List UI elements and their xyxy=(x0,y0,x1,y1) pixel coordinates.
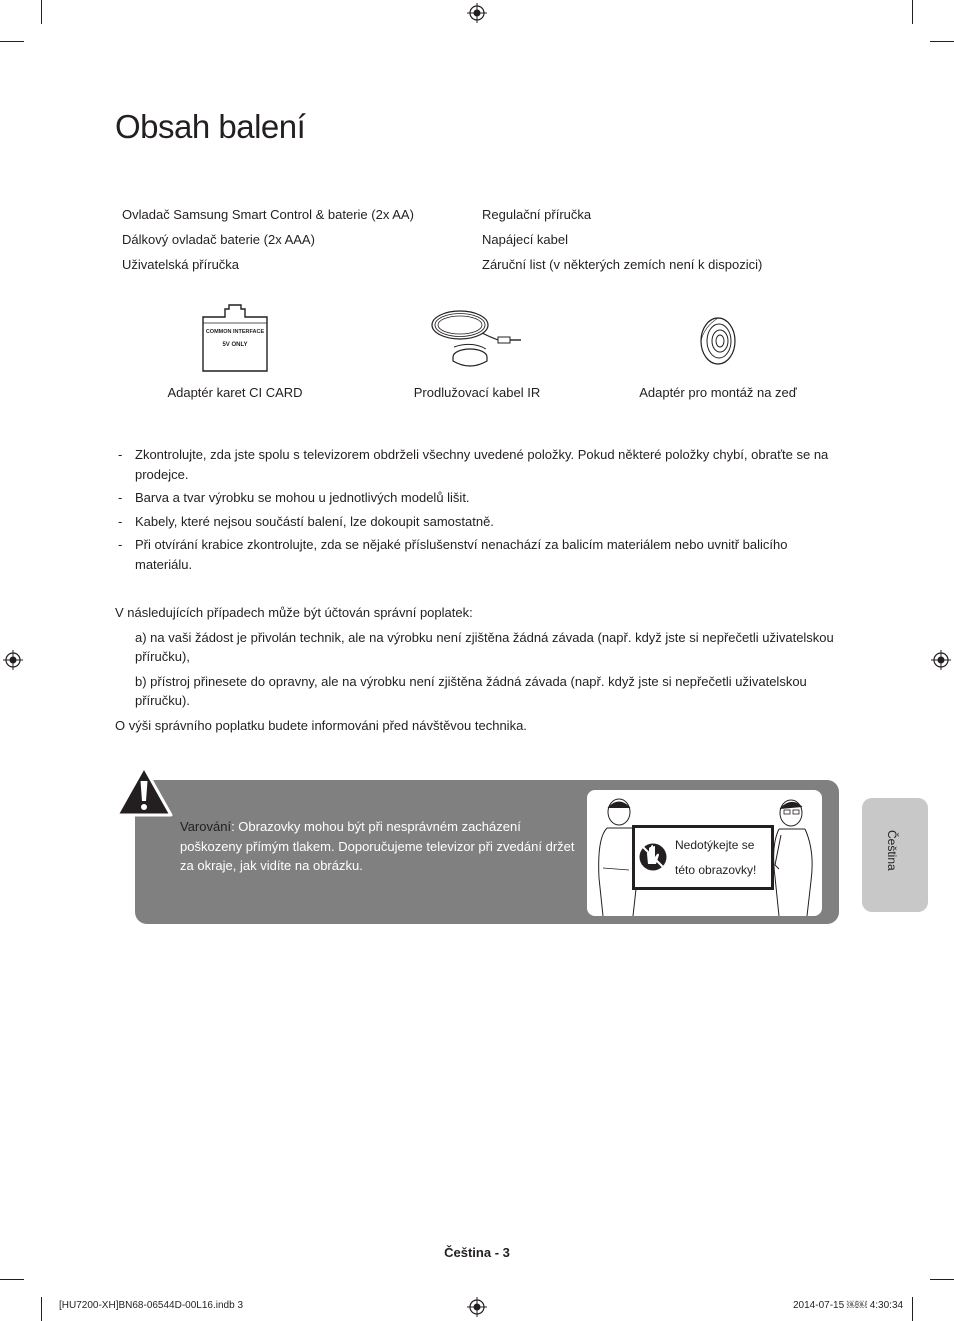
note-text: Při otvírání krabice zkontrolujte, zda se nějaké příslušenství nenachází za balicím materiálem nebo uvnitř balicího materiálu. xyxy=(135,537,788,572)
crop-mark xyxy=(41,0,42,24)
fee-outro: O výši správního poplatku budete informováni před návštěvou technika. xyxy=(115,717,527,733)
warning-text xyxy=(180,817,580,876)
page-title: Obsah balení xyxy=(115,108,306,145)
ir-extender-cable-icon xyxy=(428,303,524,375)
ci-card-label: COMMON INTERFACE xyxy=(205,329,265,335)
language-side-tab xyxy=(862,798,928,912)
list-item: Napájecí kabel xyxy=(482,232,568,247)
list-item: Dálkový ovladač baterie (2x AAA) xyxy=(122,232,315,247)
no-touch-hand-icon xyxy=(638,842,668,872)
fee-intro: V následujících případech může být účtován správní poplatek: xyxy=(115,605,473,620)
crop-mark xyxy=(930,41,954,42)
warning-box xyxy=(135,780,839,924)
language-side-tab-label: Čeština xyxy=(885,830,899,871)
note-text: Barva a tvar výrobku se mohou u jednotlivých modelů lišit. xyxy=(135,490,470,505)
accessory-label-wall-mount: Adaptér pro montáž na zeď xyxy=(639,385,797,400)
bullet-dash: - xyxy=(118,537,123,552)
list-item xyxy=(118,512,838,532)
print-footer-file: [HU7200-XH]BN68-06544D-00L16.indb 3 xyxy=(59,1300,244,1311)
wall-mount-adapter-icon xyxy=(696,313,740,369)
notes-list xyxy=(118,445,838,578)
registration-mark-icon xyxy=(467,1297,487,1317)
warning-label: Varování xyxy=(180,819,232,834)
note-text: Kabely, které nejsou součástí balení, lze dokoupit samostatně. xyxy=(135,513,494,529)
list-item: Uživatelská příručka xyxy=(122,257,240,272)
note-text: Zkontrolujte, zda jste spolu s televizorem obdrželi všechny uvedené položky. Pokud některé položky chybí, obraťte se na prodejce. xyxy=(135,447,829,482)
crop-mark xyxy=(0,1279,24,1280)
warning-body: : Obrazovky mohou být při nesprávném zacházení poškozeny přímým tlakem. Doporučujeme televizor při zvedání držet za okraje, jak vidíte na obrázku. xyxy=(180,819,575,873)
contents-column-left xyxy=(122,202,414,277)
fee-case-a: a) na vaši žádost je přivolán technik, ale na výrobku není zjištěna žádná závada (např. když jste si nepřečetli uživatelskou příručku), xyxy=(135,629,834,664)
crop-mark xyxy=(0,41,24,42)
bullet-dash: - xyxy=(118,490,123,505)
list-item: Ovladač Samsung Smart Control & baterie (2x AA) xyxy=(122,207,414,222)
bullet-dash: - xyxy=(118,447,123,462)
ci-card-adapter-icon xyxy=(199,303,271,373)
registration-mark-icon xyxy=(467,3,487,23)
crop-mark xyxy=(912,1297,913,1321)
crop-mark xyxy=(912,0,913,24)
tv-handling-illustration xyxy=(587,790,822,916)
ci-card-label: 5V ONLY xyxy=(222,342,248,348)
list-item xyxy=(118,445,838,484)
crop-mark xyxy=(930,1279,954,1280)
crop-mark xyxy=(41,1297,42,1321)
list-item xyxy=(118,488,838,508)
accessory-label-ci-card: Adaptér karet CI CARD xyxy=(167,385,303,400)
accessory-label-ir-cable: Prodlužovací kabel IR xyxy=(413,385,541,400)
page-number: Čeština - 3 xyxy=(444,1245,510,1260)
registration-mark-icon xyxy=(931,650,951,670)
bullet-dash: - xyxy=(118,513,123,529)
list-item: Regulační příručka xyxy=(482,207,592,222)
registration-mark-icon xyxy=(3,650,23,670)
person-right-icon xyxy=(767,795,819,916)
list-item xyxy=(118,535,838,574)
warning-triangle-icon xyxy=(115,765,173,817)
print-footer-timestamp: 2014-07-15 ￼￼ 4:30:34 xyxy=(793,1300,904,1311)
fee-case-b: b) přístroj přinesete do opravny, ale na výrobku není zjištěna žádná závada (např. když jste si nepřečetli uživatelskou příručku). xyxy=(135,673,807,708)
contents-column-right xyxy=(482,202,762,277)
admin-fee-section xyxy=(115,603,840,735)
tv-screen-text-line-2: této obrazovky! xyxy=(675,863,757,877)
tv-screen-text-line-1: Nedotýkejte se xyxy=(675,838,755,852)
list-item: Záruční list (v některých zemích není k dispozici) xyxy=(482,257,763,272)
